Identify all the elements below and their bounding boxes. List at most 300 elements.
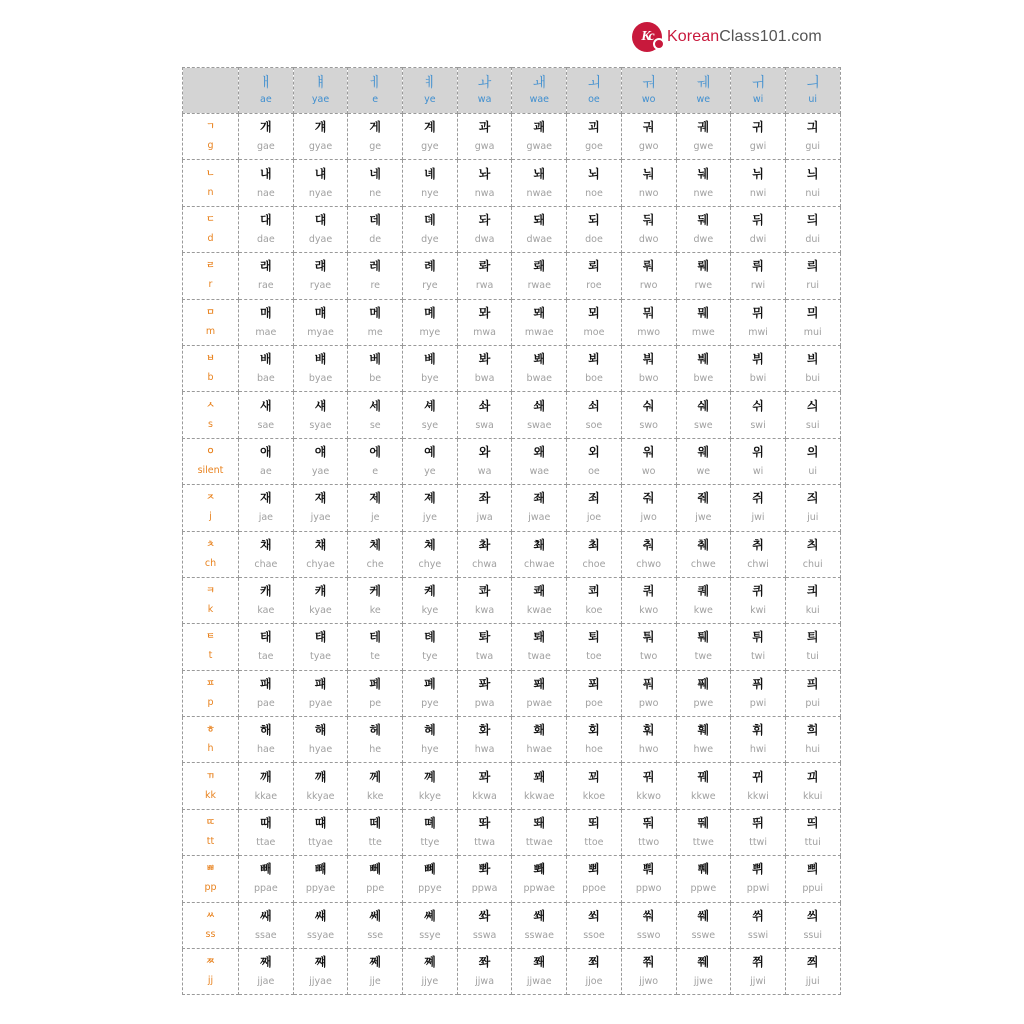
syllable-cell [512, 531, 567, 577]
syllable-cell [403, 809, 458, 855]
consonant-jamo: ㅇ [206, 446, 215, 457]
syllable-hangul: 켸 [424, 584, 436, 599]
syllable-hangul: 뫄 [478, 305, 491, 320]
syllable-romanization: mwe [691, 326, 715, 338]
consonant-header-h [183, 717, 239, 763]
syllable-romanization: se [369, 419, 381, 431]
syllable-romanization: sse [367, 929, 384, 941]
syllable-romanization: jjye [421, 976, 439, 988]
header-corner-cell [183, 68, 239, 114]
syllable-hangul: 챼 [314, 537, 327, 552]
syllable-romanization: nyae [308, 187, 333, 199]
syllable-cell [621, 670, 676, 716]
syllable-romanization: gwa [474, 141, 495, 153]
syllable-cell [512, 949, 567, 995]
syllable-cell [567, 577, 622, 623]
syllable-romanization: pae [256, 697, 275, 709]
syllable-cell [621, 717, 676, 763]
consonant-romanization: kk [204, 789, 216, 801]
vowel-romanization: we [696, 93, 711, 105]
syllable-hangul: 죄 [588, 491, 600, 506]
syllable-romanization: bae [256, 373, 275, 385]
koreanclass101-logo [632, 20, 822, 54]
syllable-hangul: 헤 [369, 723, 382, 738]
syllable-cell [239, 856, 294, 902]
syllable-hangul: 줘 [642, 491, 655, 506]
syllable-romanization: bwo [638, 373, 659, 385]
syllable-romanization: jjae [257, 976, 275, 988]
syllable-hangul: 쏴 [478, 908, 491, 923]
syllable-romanization: kwa [475, 605, 495, 617]
syllable-romanization: kkwo [636, 790, 661, 802]
syllable-romanization: ppwa [471, 883, 498, 895]
syllable-cell [567, 253, 622, 299]
syllable-cell [731, 345, 786, 391]
consonant-header-tt [183, 809, 239, 855]
syllable-romanization: pwi [749, 697, 767, 709]
syllable-hangul: 매 [260, 305, 272, 320]
syllable-romanization: wa [477, 465, 492, 477]
syllable-romanization: nwi [749, 187, 767, 199]
syllable-romanization: jae [258, 512, 273, 524]
syllable-romanization: rye [422, 280, 438, 292]
syllable-romanization: gwe [693, 141, 714, 153]
syllable-romanization: yae [311, 465, 330, 477]
syllable-cell [293, 438, 348, 484]
syllable-hangul: 세 [369, 398, 382, 413]
consonant-jamo: ㅅ [206, 400, 215, 411]
syllable-hangul: 째 [260, 955, 272, 970]
syllable-romanization: ppoe [582, 883, 606, 895]
syllable-romanization: dye [421, 233, 439, 245]
syllable-romanization: kkae [254, 790, 278, 802]
vowel-header-oe [567, 68, 622, 114]
syllable-cell [621, 902, 676, 948]
syllable-cell [293, 114, 348, 160]
syllable-cell [457, 902, 512, 948]
vowel-romanization: ye [424, 93, 436, 105]
syllable-cell [348, 345, 403, 391]
syllable-cell [239, 809, 294, 855]
consonant-header-s [183, 392, 239, 438]
consonant-header-j [183, 485, 239, 531]
syllable-hangul: 워 [642, 444, 655, 459]
syllable-hangul: 쬐 [588, 955, 600, 970]
syllable-cell [512, 717, 567, 763]
consonant-romanization: h [207, 743, 214, 755]
syllable-romanization: sswi [747, 929, 769, 941]
syllable-hangul: 뤄 [642, 259, 655, 274]
syllable-romanization: ttwi [749, 837, 767, 849]
consonant-jamo: ㄷ [206, 214, 215, 225]
consonant-header-pp [183, 856, 239, 902]
syllable-hangul: 개 [260, 120, 272, 135]
syllable-cell [676, 531, 731, 577]
syllable-hangul: 테 [369, 630, 382, 645]
syllable-cell [348, 763, 403, 809]
syllable-romanization: de [369, 233, 382, 245]
syllable-romanization: bwe [693, 373, 714, 385]
syllable-hangul: 퀘 [697, 584, 710, 599]
syllable-romanization: ttoe [584, 837, 604, 849]
syllable-hangul: 캐 [260, 584, 272, 599]
syllable-hangul: 취 [752, 537, 764, 552]
logo-domain: Class101.com [719, 28, 822, 45]
syllable-hangul: 례 [424, 259, 436, 274]
vowel-romanization: wo [641, 93, 656, 105]
syllable-romanization: kkwe [691, 790, 716, 802]
syllable-cell [567, 345, 622, 391]
syllable-romanization: ttwo [638, 837, 660, 849]
syllable-cell [567, 160, 622, 206]
syllable-romanization: ppui [802, 883, 824, 895]
vowel-jamo: ㅞ [696, 74, 711, 91]
syllable-cell [403, 345, 458, 391]
syllable-cell [239, 670, 294, 716]
syllable-romanization: sswae [524, 929, 554, 941]
syllable-cell [676, 392, 731, 438]
syllable-hangul: 쐬 [588, 908, 600, 923]
syllable-hangul: 띄 [806, 816, 819, 831]
consonant-row-n [183, 160, 841, 206]
syllable-hangul: 괘 [533, 120, 546, 135]
syllable-hangul: 태 [260, 630, 272, 645]
syllable-cell [621, 206, 676, 252]
syllable-romanization: ppwae [523, 883, 556, 895]
consonant-romanization: g [207, 140, 214, 152]
syllable-cell [403, 624, 458, 670]
syllable-cell [293, 392, 348, 438]
syllable-romanization: wae [529, 465, 549, 477]
syllable-romanization: gwae [526, 141, 553, 153]
syllable-cell [676, 763, 731, 809]
syllable-hangul: 뮈 [752, 305, 764, 320]
syllable-hangul: 쟤 [314, 491, 327, 506]
syllable-cell [731, 299, 786, 345]
consonant-jamo: ㅆ [206, 910, 215, 921]
syllable-hangul: 뫼 [588, 305, 600, 320]
syllable-romanization: me [367, 326, 383, 338]
syllable-hangul: 솨 [478, 398, 491, 413]
syllable-romanization: kkui [803, 790, 823, 802]
syllable-romanization: pe [369, 697, 382, 709]
syllable-romanization: chui [802, 558, 823, 570]
syllable-cell [293, 624, 348, 670]
syllable-romanization: tte [368, 837, 382, 849]
syllable-cell [785, 299, 840, 345]
syllable-cell [293, 902, 348, 948]
syllable-hangul: 계 [424, 120, 436, 135]
syllable-hangul: 롸 [478, 259, 491, 274]
logo-brand: Korean [667, 28, 720, 45]
consonant-jamo: ㅁ [206, 307, 215, 318]
syllable-romanization: mwo [637, 326, 661, 338]
syllable-cell [293, 763, 348, 809]
syllable-hangul: 럐 [314, 259, 327, 274]
syllable-romanization: hwi [749, 744, 767, 756]
syllable-cell [512, 160, 567, 206]
syllable-romanization: mwae [524, 326, 554, 338]
syllable-cell [785, 114, 840, 160]
syllable-romanization: ttye [420, 837, 440, 849]
syllable-cell [567, 717, 622, 763]
consonant-row-k [183, 577, 841, 623]
syllable-cell [348, 299, 403, 345]
vowel-romanization: oe [588, 93, 600, 105]
syllable-romanization: ttyae [308, 837, 333, 849]
syllable-cell [512, 114, 567, 160]
syllable-romanization: dwae [526, 233, 553, 245]
syllable-hangul: 쥐 [752, 491, 764, 506]
syllable-hangul: 뽜 [478, 862, 491, 877]
syllable-hangul: 래 [260, 259, 272, 274]
syllable-cell [457, 485, 512, 531]
syllable-romanization: jjyae [309, 976, 332, 988]
syllable-hangul: 긔 [806, 120, 819, 135]
syllable-hangul: 눠 [642, 166, 655, 181]
syllable-cell [676, 114, 731, 160]
syllable-romanization: oe [588, 465, 600, 477]
syllable-hangul: 뷔 [752, 352, 764, 367]
consonant-romanization: t [208, 650, 213, 662]
syllable-cell [567, 299, 622, 345]
syllable-cell [785, 856, 840, 902]
syllable-cell [403, 160, 458, 206]
syllable-cell [512, 438, 567, 484]
syllable-hangul: 풰 [697, 676, 710, 691]
syllable-hangul: 톼 [478, 630, 491, 645]
syllable-hangul: 썌 [314, 908, 327, 923]
syllable-hangul: 꼐 [424, 769, 436, 784]
syllable-cell [731, 809, 786, 855]
syllable-romanization: pwe [693, 697, 714, 709]
syllable-hangul: 뵈 [588, 352, 600, 367]
syllable-romanization: hwo [638, 744, 659, 756]
syllable-romanization: tae [258, 651, 274, 663]
consonant-row-h [183, 717, 841, 763]
syllable-hangul: 빼 [260, 862, 272, 877]
syllable-cell [621, 809, 676, 855]
vowel-header-yae [293, 68, 348, 114]
syllable-hangul: 쮀 [697, 955, 710, 970]
consonant-romanization: s [208, 418, 213, 430]
syllable-hangul: 뚸 [642, 816, 655, 831]
vowel-jamo: ㅢ [805, 74, 820, 91]
syllable-romanization: toe [586, 651, 602, 663]
syllable-romanization: ppwo [635, 883, 662, 895]
syllable-romanization: ssoe [583, 929, 605, 941]
syllable-romanization: kae [257, 605, 275, 617]
syllable-cell [621, 763, 676, 809]
syllable-romanization: twe [694, 651, 713, 663]
consonant-row-b [183, 345, 841, 391]
consonant-header-r [183, 253, 239, 299]
syllable-romanization: pui [805, 697, 821, 709]
consonant-romanization: n [207, 186, 214, 198]
syllable-hangul: 걔 [314, 120, 327, 135]
syllable-romanization: two [640, 651, 658, 663]
syllable-hangul: 꽈 [478, 769, 491, 784]
syllable-romanization: ui [808, 465, 818, 477]
syllable-romanization: jje [369, 976, 381, 988]
consonant-romanization: p [207, 696, 214, 708]
syllable-hangul: 퉈 [642, 630, 655, 645]
syllable-cell [512, 902, 567, 948]
consonant-romanization: r [208, 279, 213, 291]
syllable-romanization: dwa [474, 233, 495, 245]
syllable-romanization: koe [585, 605, 603, 617]
syllable-hangul: 위 [752, 444, 764, 459]
syllable-romanization: rwi [750, 280, 766, 292]
syllable-romanization: boe [585, 373, 603, 385]
syllable-hangul: 웨 [697, 444, 710, 459]
syllable-hangul: 숴 [642, 398, 655, 413]
vowel-jamo: ㅐ [259, 74, 273, 91]
vowel-header-ye [403, 68, 458, 114]
syllable-romanization: rwa [475, 280, 494, 292]
syllable-romanization: chwae [523, 558, 555, 570]
syllable-cell [676, 253, 731, 299]
syllable-hangul: 얘 [314, 444, 327, 459]
syllable-cell [457, 763, 512, 809]
syllable-cell [785, 949, 840, 995]
syllable-hangul: 되 [588, 212, 600, 227]
syllable-hangul: 희 [806, 723, 819, 738]
syllable-cell [676, 206, 731, 252]
consonant-jamo: ㄲ [206, 771, 215, 782]
vowel-romanization: ae [260, 93, 272, 105]
syllable-cell [731, 114, 786, 160]
syllable-cell [567, 624, 622, 670]
syllable-romanization: tye [422, 651, 438, 663]
syllable-romanization: e [372, 465, 379, 477]
consonant-row-pp [183, 856, 841, 902]
syllable-hangul: 뽸 [533, 862, 546, 877]
syllable-hangul: 외 [588, 444, 600, 459]
syllable-cell [239, 114, 294, 160]
syllable-cell [239, 902, 294, 948]
syllable-cell [621, 531, 676, 577]
syllable-hangul: 쇄 [533, 398, 546, 413]
syllable-cell [512, 856, 567, 902]
syllable-cell [457, 856, 512, 902]
syllable-hangul: 봐 [478, 352, 491, 367]
syllable-cell [731, 670, 786, 716]
syllable-romanization: kwi [750, 605, 766, 617]
syllable-cell [785, 485, 840, 531]
syllable-cell [348, 670, 403, 716]
syllable-cell [785, 577, 840, 623]
syllable-romanization: chwa [472, 558, 498, 570]
syllable-romanization: kyae [309, 605, 332, 617]
syllable-cell [567, 949, 622, 995]
syllable-hangul: 네 [369, 166, 382, 181]
syllable-romanization: dwe [693, 233, 714, 245]
syllable-hangul: 퇘 [533, 630, 546, 645]
consonant-jamo: ㅃ [206, 864, 215, 875]
syllable-romanization: gwi [749, 141, 767, 153]
consonant-row-tt [183, 809, 841, 855]
syllable-cell [457, 531, 512, 577]
syllable-hangul: 햬 [314, 723, 327, 738]
syllable-romanization: twi [750, 651, 766, 663]
syllable-romanization: we [696, 465, 711, 477]
syllable-hangul: 체 [369, 537, 382, 552]
syllable-romanization: gye [421, 141, 439, 153]
syllable-romanization: wo [641, 465, 656, 477]
syllable-cell [512, 345, 567, 391]
syllable-cell [621, 114, 676, 160]
syllable-romanization: kui [805, 605, 820, 617]
vowel-romanization: e [372, 93, 379, 105]
syllable-hangul: 셰 [424, 398, 436, 413]
syllable-hangul: 즤 [806, 491, 819, 506]
consonant-header-jj [183, 949, 239, 995]
syllable-hangul: 녜 [424, 166, 436, 181]
syllable-romanization: goe [585, 141, 603, 153]
syllable-romanization: ttui [804, 837, 821, 849]
syllable-cell [785, 902, 840, 948]
syllable-cell [731, 392, 786, 438]
syllable-cell [567, 531, 622, 577]
syllable-cell [403, 577, 458, 623]
consonant-header-p [183, 670, 239, 716]
syllable-hangul: 씌 [806, 908, 819, 923]
syllable-romanization: jjwae [526, 976, 552, 988]
syllable-romanization: jwae [528, 512, 551, 524]
syllable-romanization: ttae [256, 837, 276, 849]
syllable-hangul: 뛰 [752, 816, 764, 831]
syllable-cell [676, 856, 731, 902]
syllable-hangul: 콰 [478, 584, 491, 599]
vowel-jamo: ㅚ [587, 74, 601, 91]
vowel-jamo: ㅘ [477, 74, 492, 91]
syllable-hangul: 레 [369, 259, 382, 274]
syllable-romanization: mye [419, 326, 441, 338]
syllable-hangul: 채 [260, 537, 272, 552]
syllable-cell [403, 717, 458, 763]
syllable-cell [239, 624, 294, 670]
syllable-romanization: dui [805, 233, 821, 245]
syllable-cell [348, 717, 403, 763]
syllable-romanization: nwae [526, 187, 553, 199]
syllable-hangul: 훠 [642, 723, 655, 738]
syllable-hangul: 쌔 [260, 908, 272, 923]
syllable-romanization: nwo [638, 187, 659, 199]
syllable-cell [293, 717, 348, 763]
syllable-cell [239, 345, 294, 391]
syllable-cell [567, 392, 622, 438]
syllable-cell [293, 160, 348, 206]
syllable-hangul: 쿼 [642, 584, 655, 599]
syllable-cell [676, 624, 731, 670]
syllable-hangul: 회 [588, 723, 600, 738]
syllable-hangul: 와 [478, 444, 491, 459]
syllable-cell [348, 160, 403, 206]
consonant-romanization: ss [205, 928, 216, 940]
syllable-romanization: jjwo [639, 976, 659, 988]
syllable-hangul: 과 [478, 120, 491, 135]
syllable-romanization: swe [694, 419, 713, 431]
syllable-romanization: kkye [418, 790, 441, 802]
syllable-cell [731, 531, 786, 577]
syllable-romanization: ppye [418, 883, 442, 895]
syllable-cell [293, 531, 348, 577]
syllable-romanization: choe [582, 558, 606, 570]
syllable-cell [731, 160, 786, 206]
syllable-romanization: mui [803, 326, 822, 338]
syllable-romanization: jjwa [475, 976, 495, 988]
